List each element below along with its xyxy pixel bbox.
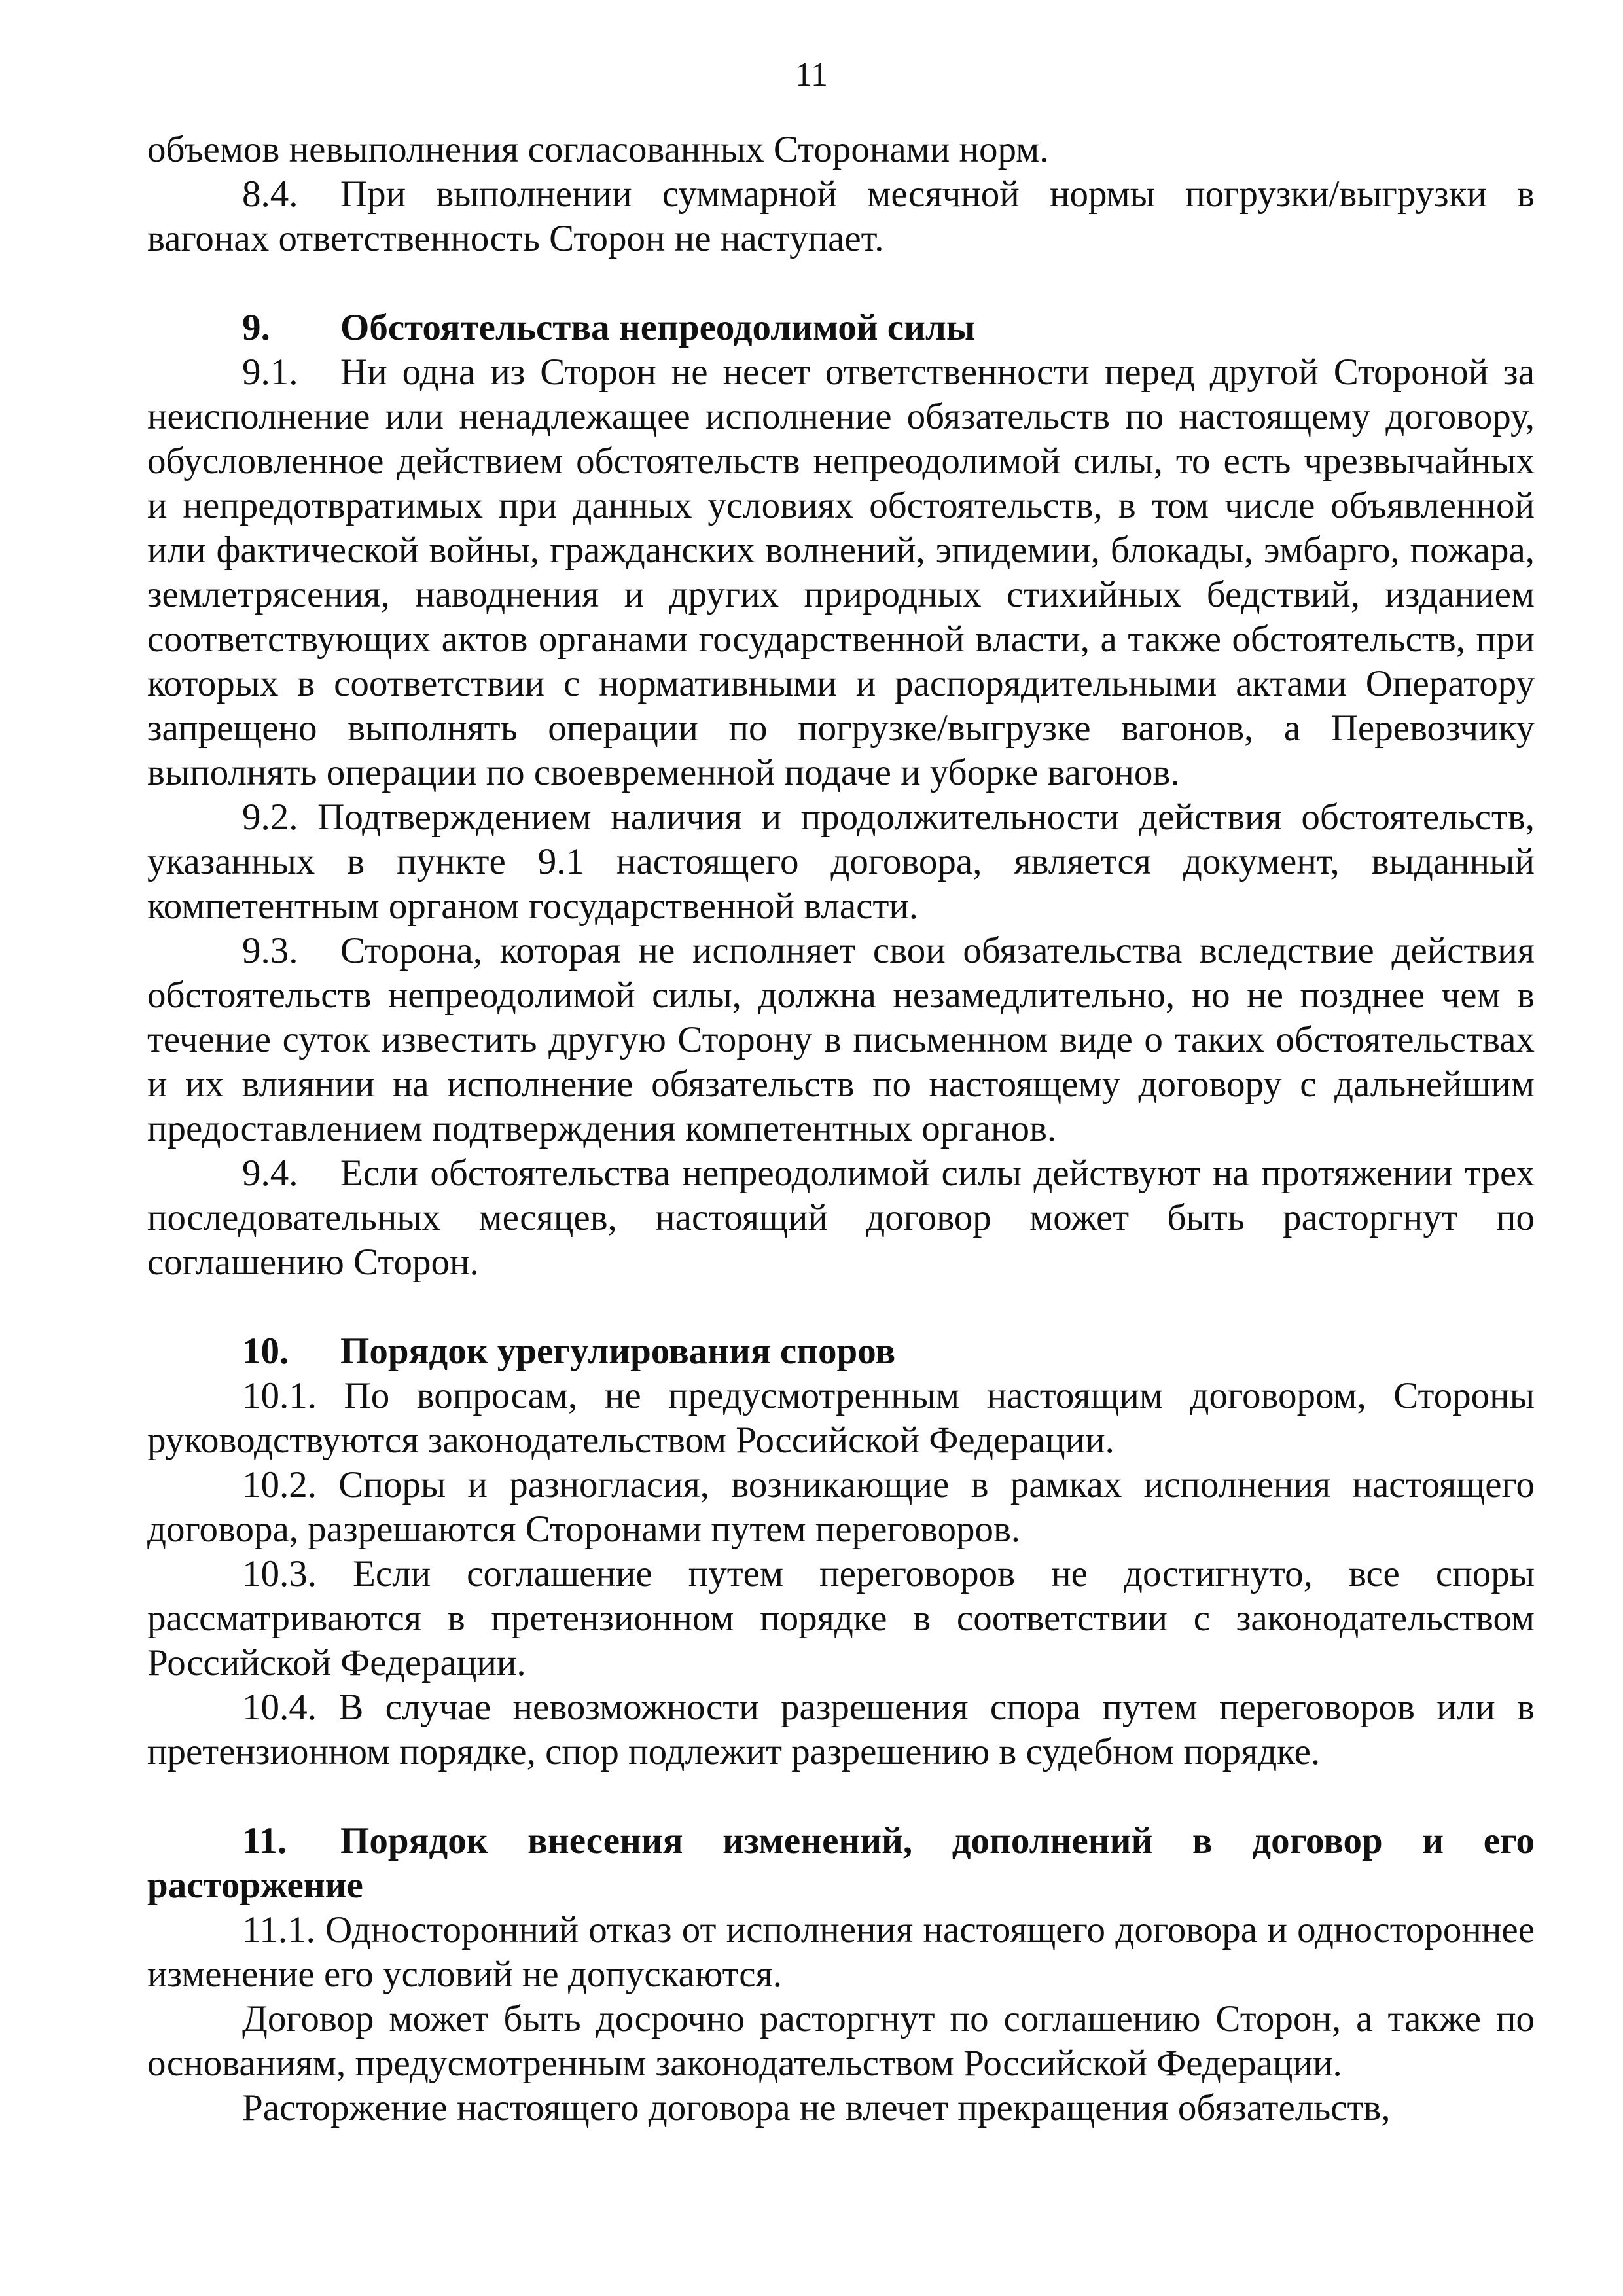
clause-text: Сторона, которая не исполняет свои обязательства вследствие действия обстоятельств непреодолимой силы, должна незамедлительно, но не позднее чем в течение суток известить другую Сторону в письменном виде о таких обстоятельствах и их влиянии на исполнение обязательств по настоящему договору с дальнейшим предоставлением подтверждения компетентных органов. (147, 930, 1535, 1149)
paragraph-11-3: Расторжение настоящего договора не влечет прекращения обязательств, (242, 2087, 1391, 2128)
clause-text: При выполнении суммарной месячной нормы погрузки/выгрузки в вагонах ответственность Сторон не наступает. (147, 173, 1535, 259)
section-number: 10. (242, 1331, 289, 1372)
paragraph-10-3: 10.3. Если соглашение путем переговоров не достигнуто, все споры рассматриваются в претензионном порядке в соответствии с законодательством Российской Федерации. (147, 1553, 1535, 1683)
clause-text: Ни одна из Сторон не несет ответственности перед другой Стороной за неисполнение или ненадлежащее исполнение обязательств по настоящему договору, обусловленное действием обстоятельств непреодолимой силы, то есть чрезвычайных и непредотвратимых при данных условиях обстоятельств, в том числе объявленной или фактической войны, гражданских волнений, эпидемии, блокады, эмбарго, пожара, землетрясения, наводнения и других природных стихийных бедствий, изданием соответствующих актов органами государственной власти, а также обстоятельств, при которых в соответствии с нормативными и распорядительными актами Оператору запрещено выполнять операции по погрузке/выгрузке вагонов, а Перевозчику выполнять операции по своевременной подаче и уборке вагонов. (147, 351, 1535, 793)
paragraph-11-2: Договор может быть досрочно расторгнут по соглашению Сторон, а также по основаниям, предусмотренным законодательством Российской Федерации. (147, 1998, 1535, 2084)
section-heading-11 (147, 1819, 1535, 1908)
clause-number: 9.4. (242, 1153, 298, 1194)
section-heading-9 (147, 306, 1535, 350)
section-number: 9. (242, 307, 270, 348)
clause-number: 8.4. (242, 173, 298, 215)
paragraph-9-3 (147, 929, 1535, 1151)
section-title: Порядок внесения изменений, дополнений в договор и его расторжение (147, 1820, 1535, 1906)
section-number: 11. (242, 1820, 287, 1861)
page-number: 11 (794, 56, 829, 94)
clause-number: 9.3. (242, 930, 298, 971)
clause-number: 9.1. (242, 351, 298, 393)
paragraph-9-1 (147, 350, 1535, 795)
paragraph-11-1: 11.1. Односторонний отказ от исполнения настоящего договора и одностороннее изменение его условий не допускаются. (147, 1909, 1535, 1995)
section-title: Обстоятельства непреодолимой силы (340, 307, 976, 348)
paragraph-8-4 (147, 172, 1535, 261)
paragraph-9-4 (147, 1151, 1535, 1285)
paragraph-10-2: 10.2. Споры и разногласия, возникающие в рамках исполнения настоящего договора, разрешаются Сторонами путем переговоров. (147, 1464, 1535, 1550)
paragraph-continuation: объемов невыполнения согласованных Сторонами норм. (147, 129, 1049, 170)
document-body (147, 128, 1535, 2130)
paragraph-10-1: 10.1. По вопросам, не предусмотренным настоящим договором, Стороны руководствуются законодательством Российской Федерации. (147, 1375, 1535, 1461)
clause-text: Если обстоятельства непреодолимой силы действуют на протяжении трех последовательных месяцев, настоящий договор может быть расторгнут по соглашению Сторон. (147, 1153, 1535, 1283)
paragraph-10-4: 10.4. В случае невозможности разрешения спора путем переговоров или в претензионном порядке, спор подлежит разрешению в судебном порядке. (147, 1687, 1535, 1772)
section-title: Порядок урегулирования споров (340, 1331, 896, 1372)
paragraph-9-2: 9.2. Подтверждением наличия и продолжительности действия обстоятельств, указанных в пункте 9.1 настоящего договора, является документ, выданный компетентным органом государственной власти. (147, 797, 1535, 927)
section-heading-10 (147, 1329, 1535, 1374)
